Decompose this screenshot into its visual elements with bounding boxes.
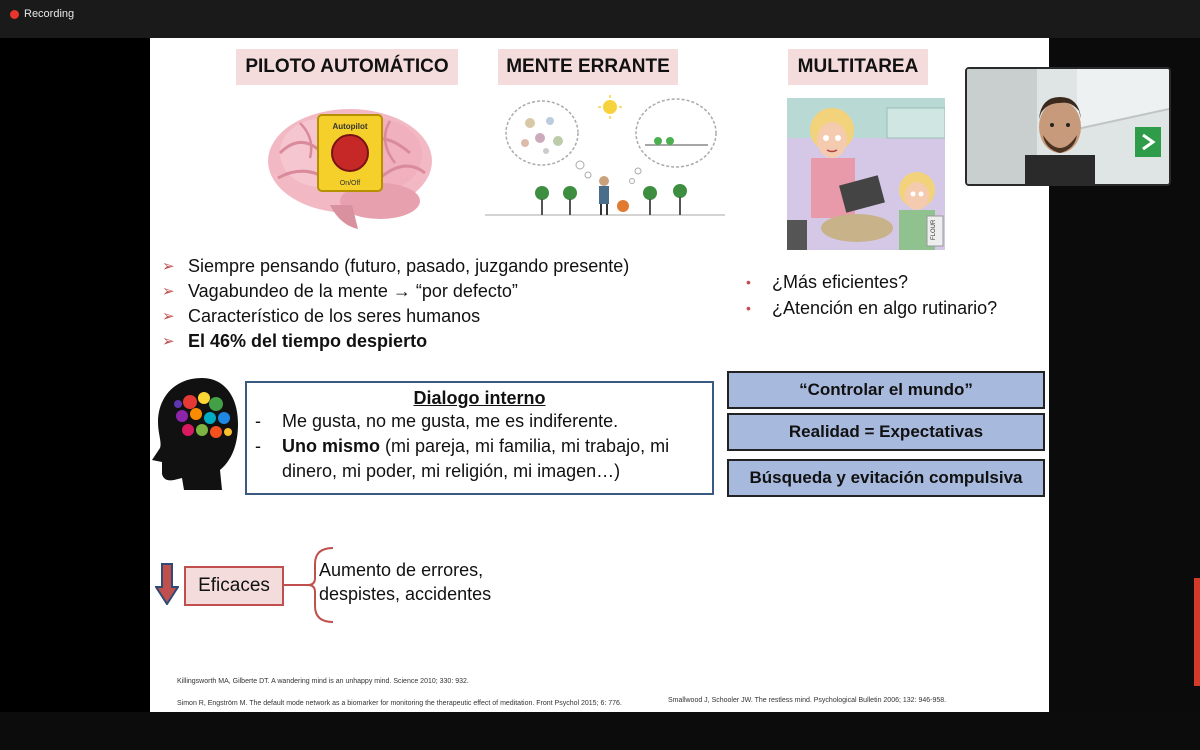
dialog-title: Dialogo interno: [413, 388, 546, 408]
down-arrow-icon: [155, 563, 179, 605]
multitask-question-list: [746, 269, 997, 321]
heading-multitarea: MULTITAREA: [788, 49, 928, 85]
multitasking-cartoon-image: [787, 98, 945, 250]
bullet-item: ➢ Vagabundeo de la mente → “por defecto”: [162, 279, 722, 304]
dot-bullet-icon: •: [746, 274, 751, 290]
busqueda-evitacion-box: Búsqueda y evitación compulsiva: [727, 459, 1045, 497]
bullet-item: ➢ El 46% del tiempo despierto: [162, 329, 722, 354]
on-off-label: On/Off: [339, 180, 361, 187]
dot-bullet-icon: •: [746, 300, 751, 316]
scrollbar-thumb[interactable]: [1194, 578, 1200, 686]
autopilot-brain-image: [260, 93, 440, 233]
arrow-bullet-icon: ➢: [162, 333, 175, 350]
heading-piloto-automatico: PILOTO AUTOMÁTICO: [236, 49, 458, 85]
mind-wandering-image: [480, 93, 730, 223]
recording-label: Recording: [24, 8, 75, 20]
question-item: • ¿Atención en algo rutinario?: [746, 295, 997, 321]
controlar-mundo-box: “Controlar el mundo”: [727, 371, 1045, 409]
recording-dot-icon: [10, 10, 19, 19]
meeting-bottom-bar: [0, 712, 1200, 750]
dialog-line: - Me gusta, no me gusta, me es indiferente.: [255, 411, 619, 431]
flour-label: FLOUR: [931, 219, 937, 240]
bullet-item: ➢ Característico de los seres humanos: [162, 304, 722, 329]
realidad-expectativas-box: Realidad = Expectativas: [727, 413, 1045, 451]
arrow-bullet-icon: ➢: [162, 258, 175, 275]
presenter-video-thumbnail[interactable]: [965, 67, 1171, 186]
reference-2: Simon R, Engström M. The default mode network as a biomarker for monitoring the therapeutic effect of meditation. Front Psychol 2015; 6: 776.: [177, 700, 622, 707]
head-speech-bubbles-icon: [152, 374, 238, 490]
reference-3: Smallwood J, Schooler JW. The restless mind. Psychological Bulletin 2006; 132: 946-958.: [668, 697, 947, 704]
eficaces-box: Eficaces: [184, 566, 284, 606]
reference-1: Killingsworth MA, Gilberte DT. A wandering mind is an unhappy mind. Science 2010; 330: 932.: [177, 678, 469, 685]
dialog-line: - Uno mismo (mi pareja, mi familia, mi trabajo, mi dinero, mi poder, mi religión, mi imagen…): [255, 436, 670, 481]
meeting-top-bar: [0, 0, 1200, 38]
autopilot-label: Autopilot: [332, 122, 368, 131]
arrow-bullet-icon: ➢: [162, 308, 175, 325]
presenter-video-frame: [967, 69, 1169, 184]
arrow-bullet-icon: ➢: [162, 283, 175, 300]
heading-mente-errante: MENTE ERRANTE: [498, 49, 678, 85]
dialogo-interno-box: [245, 381, 714, 495]
shared-slide: [150, 38, 1049, 712]
question-item: • ¿Más eficientes?: [746, 269, 997, 295]
recording-indicator: [10, 8, 74, 20]
bullet-item: ➢ Siempre pensando (futuro, pasado, juzgando presente): [162, 254, 722, 279]
eficaces-consequences: Aumento de errores, despistes, accidentes: [319, 560, 492, 604]
autopilot-bullet-list: [162, 254, 722, 354]
